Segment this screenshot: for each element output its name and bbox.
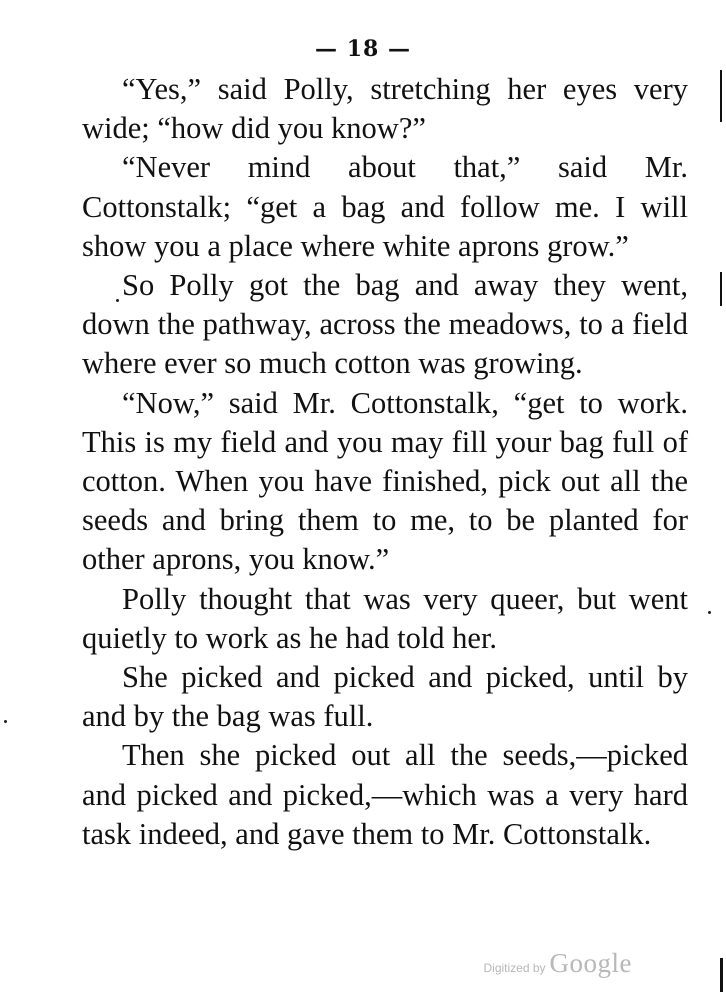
page-edge-mark bbox=[720, 70, 722, 122]
body-text bbox=[82, 70, 688, 854]
scan-speck bbox=[4, 720, 7, 723]
page-edge-mark bbox=[720, 958, 723, 992]
watermark-prefix: Digitized by bbox=[483, 961, 546, 975]
digitized-watermark bbox=[483, 948, 632, 979]
paragraph: Polly thought that was very queer, but went quietly to work as he had told her. bbox=[82, 581, 688, 655]
paragraph: “Now,” said Mr. Cottonstalk, “get to work. This is my field and you may fill your bag full of cotton. When you have finished, pick out all the seeds and bring them to me, to be planted for other aprons, you know.” bbox=[82, 385, 688, 577]
paragraph: So Polly got the bag and away they went, down the pathway, across the meadows, to a field where ever so much cotton was growing. bbox=[82, 268, 688, 381]
paragraph: “Never mind about that,” said Mr. Cottonstalk; “get a bag and follow me. I will show you a place where white aprons grow.” bbox=[82, 150, 688, 263]
paragraph: She picked and picked and picked, until by and by the bag was full. bbox=[82, 660, 688, 734]
scan-speck bbox=[116, 299, 119, 302]
paragraph: “Yes,” said Polly, stretching her eyes very wide; “how did you know?” bbox=[82, 72, 688, 146]
paragraph: Then she picked out all the seeds,—picked and picked and picked,—which was a very hard task indeed, and gave them to Mr. Cottonstalk. bbox=[82, 738, 688, 851]
scan-speck bbox=[708, 611, 711, 614]
page-number: — 18 — bbox=[315, 36, 411, 62]
page-edge-mark bbox=[720, 272, 722, 306]
google-logo: Google bbox=[549, 948, 632, 978]
